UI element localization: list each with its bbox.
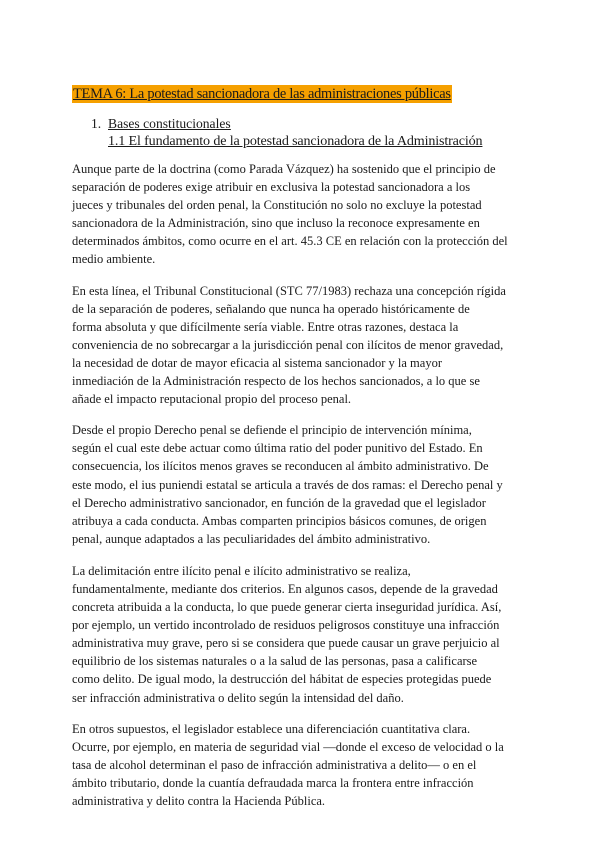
paragraph-line: consecuencia, los ilícitos menos graves se reconducen al ámbito administrativo. De	[72, 459, 489, 474]
paragraph-line: ser infracción administrativa o delito según la intensidad del daño.	[72, 690, 404, 705]
paragraph-line: como delito. De igual modo, la destrucción del hábitat de especies protegidas puede	[72, 672, 492, 687]
paragraph-line: ámbito tributario, donde la cuantía defraudada marca la frontera entre infracción	[72, 775, 474, 790]
paragraph-4	[72, 562, 534, 707]
paragraph-line: añade el impacto reputacional propio del proceso penal.	[72, 392, 352, 407]
paragraph-line: administrativa y delito contra la Hacienda Pública.	[72, 794, 326, 808]
paragraph-line: medio ambiente.	[72, 252, 156, 267]
paragraph-line: sancionadora de la Administración, sino que incluso la reconoce expresamente en	[72, 216, 480, 231]
paragraph-line: En otros supuestos, el legislador establece una diferenciación cuantitativa clara.	[72, 721, 471, 736]
paragraph-line: forma absoluta y que difícilmente sería viable. Entre otras razones, destaca la	[72, 319, 459, 334]
paragraph-line: Desde el propio Derecho penal se defiende el principio de intervención mínima,	[72, 423, 472, 438]
paragraph-line: La delimitación entre ilícito penal e ilícito administrativo se realiza,	[72, 563, 411, 578]
paragraph-line: Ocurre, por ejemplo, en materia de seguridad vial —donde el exceso de velocidad o la	[72, 739, 504, 754]
section-label: Bases constitucionales	[108, 116, 231, 131]
subsection-heading: 1.1 El fundamento de la potestad sancionadora de la Administración	[108, 133, 483, 149]
paragraph-2	[72, 282, 534, 409]
paragraph-line: separación de poderes exige atribuir en exclusiva la potestad sancionadora a los	[72, 180, 471, 195]
paragraph-line: administrativa muy grave, pero si se considera que puede causar un grave perjuicio al	[72, 636, 500, 651]
paragraph-1	[72, 160, 534, 269]
paragraph-line: por ejemplo, un vertido incontrolado de residuos peligrosos constituye una infracción	[72, 618, 500, 633]
paragraph-line: fundamentalmente, mediante dos criterios. En algunos casos, depende de la gravedad	[72, 581, 498, 596]
paragraph-line: inmediación de la Administración respecto de los hechos sancionados, a lo que se	[72, 374, 480, 389]
paragraph-line: equilibrio de los sistemas naturales o a la salud de las personas, pasa a calificarse	[72, 654, 478, 669]
paragraph-line: la necesidad de dotar de mayor eficacia al sistema sancionador y la mayor	[72, 355, 442, 370]
paragraph-line: según el cual este debe actuar como última ratio del poder punitivo del Estado. En	[72, 441, 483, 456]
paragraph-line: Aunque parte de la doctrina (como Parada Vázquez) ha sostenido que el principio de	[72, 162, 496, 176]
paragraph-3	[72, 421, 534, 548]
paragraph-line: el Derecho administrativo sancionador, en función de la gravedad que el legislador	[72, 495, 486, 510]
section-number: 1.	[91, 116, 102, 131]
paragraph-line: determinados ámbitos, como ocurre en el art. 45.3 CE en relación con la protección del	[72, 234, 508, 249]
paragraph-line: conveniencia de no sobrecargar a la jurisdicción penal con ilícitos de menor gravedad,	[72, 337, 504, 352]
paragraph-line: atribuya a cada conducta. Ambas comparten principios básicos comunes, de origen	[72, 513, 487, 528]
document-body	[72, 160, 534, 822]
paragraph-5	[72, 720, 534, 810]
paragraph-line: tasa de alcohol determinan el paso de infracción administrativa a delito— o en el	[72, 757, 477, 772]
paragraph-line: este modo, el ius puniendi estatal se articula a través de dos ramas: el Derecho penal y	[72, 477, 503, 492]
paragraph-line: concreta atribuida a la conducta, lo que puede generar cierta inseguridad jurídica. Así,	[72, 600, 502, 615]
paragraph-line: En esta línea, el Tribunal Constitucional (STC 77/1983) rechaza una concepción rígida	[72, 283, 506, 298]
section-heading	[91, 116, 231, 132]
paragraph-line: penal, aunque adaptados a las peculiaridades del ámbito administrativo.	[72, 531, 431, 546]
paragraph-line: jueces y tribunales del orden penal, la Constitución no solo no excluye la potestad	[72, 198, 482, 213]
paragraph-line: de la separación de poderes, señalando que nunca ha operado históricamente de	[72, 301, 470, 316]
page-title: TEMA 6: La potestad sancionadora de las administraciones públicas	[73, 86, 451, 102]
